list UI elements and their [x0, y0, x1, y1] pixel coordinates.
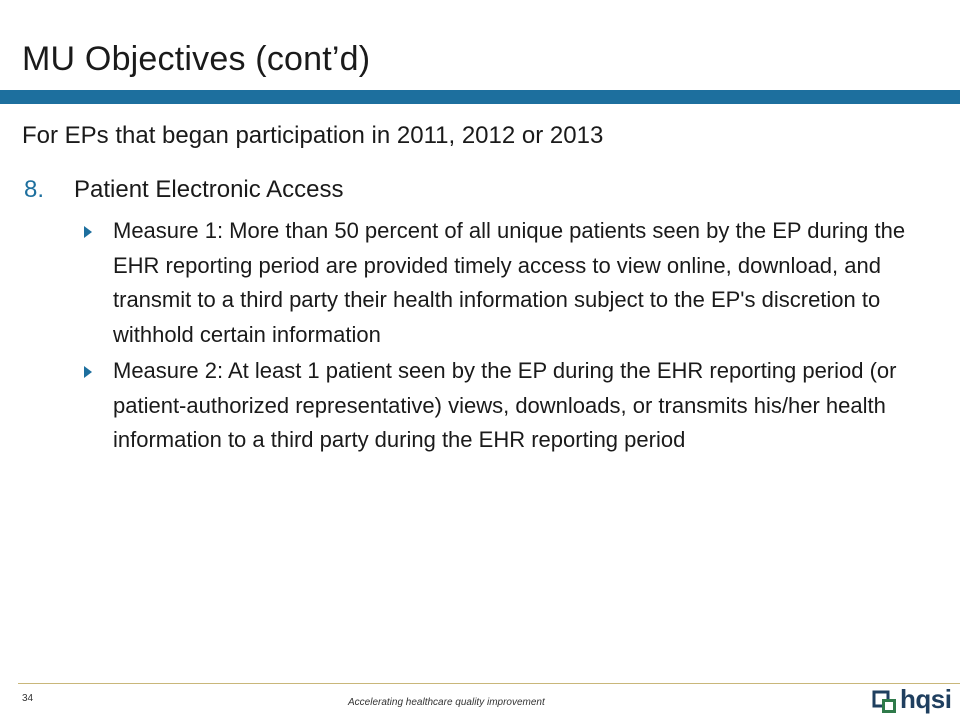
slide-title: MU Objectives (cont’d) [22, 40, 371, 78]
item-number: 8. [24, 176, 45, 203]
item-label: Patient Electronic Access [74, 176, 344, 203]
bullet-text: Measure 1: More than 50 percent of all unique patients seen by the EP during the EHR reporting period are provided timely access to view online, download, and transmit to a third party their health information subject to the EP's discretion to withhold certain information [113, 218, 906, 347]
page-number: 34 [22, 693, 34, 704]
bullet-item [84, 214, 934, 352]
slide-subtitle: For EPs that began participation in 2011, 2012 or 2013 [22, 122, 604, 149]
bullet-list [84, 214, 934, 460]
footer-divider [18, 683, 960, 684]
footer-tagline: Accelerating healthcare quality improvement [348, 697, 545, 708]
triangle-right-icon [84, 226, 92, 238]
logo-text: hqsi [900, 684, 952, 714]
hqsi-logo-icon [872, 688, 900, 716]
title-accent-bar [0, 90, 960, 104]
hqsi-logo [872, 686, 952, 716]
numbered-item [22, 176, 343, 204]
triangle-right-icon [84, 366, 92, 378]
bullet-text: Measure 2: At least 1 patient seen by the EP during the EHR reporting period (or patient-authorized representative) views, downloads, or transmits his/her health information to a third party during the EHR reporting period [113, 358, 897, 452]
bullet-item [84, 354, 934, 458]
